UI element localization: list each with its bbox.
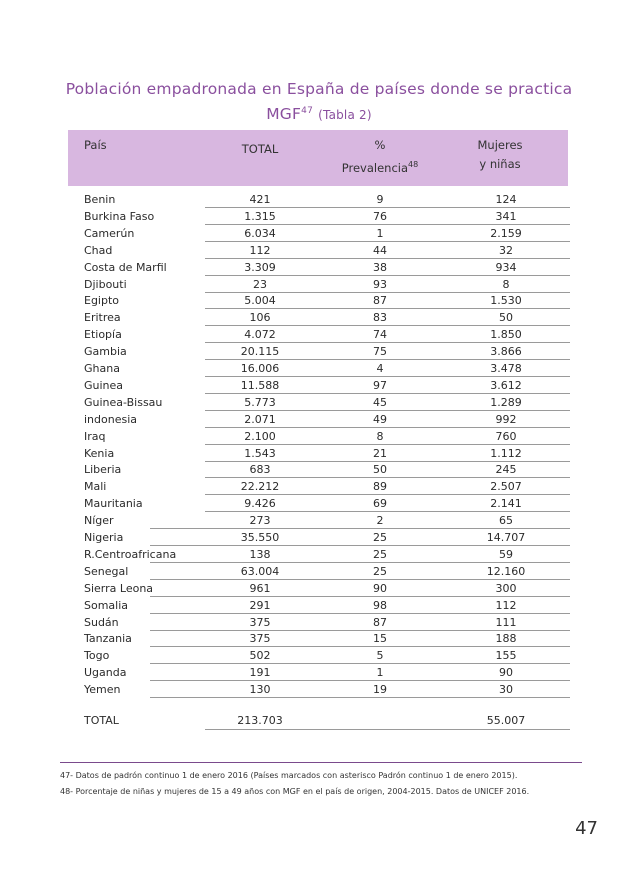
country-cell: Mali xyxy=(84,480,107,493)
country-cell: Iraq xyxy=(84,430,106,443)
total-cell: 138 xyxy=(249,548,271,561)
prevalence-cell: 19 xyxy=(373,683,387,696)
mujeres-cell: 14.707 xyxy=(486,531,526,544)
mujeres-cell: 1.289 xyxy=(490,396,522,409)
mujeres-cell: 90 xyxy=(499,666,513,679)
prevalence-cell: 74 xyxy=(373,328,387,341)
prevalence-cell: 44 xyxy=(373,244,387,257)
table-row xyxy=(0,377,638,394)
mujeres-cell: 300 xyxy=(495,582,517,595)
prevalence-cell: 1 xyxy=(376,227,384,240)
header-mujeres-line-1: Mujeres xyxy=(477,138,523,152)
mujeres-cell: 3.612 xyxy=(490,379,522,392)
header-pais: País xyxy=(84,138,107,152)
prevalence-cell: 8 xyxy=(376,430,384,443)
total-label: TOTAL xyxy=(84,714,119,727)
prevalence-cell: 83 xyxy=(373,311,387,324)
table-row xyxy=(0,326,638,343)
total-cell: 5.004 xyxy=(244,294,276,307)
mujeres-cell: 992 xyxy=(495,413,517,426)
prevalence-cell: 98 xyxy=(373,599,387,612)
prevalence-cell: 87 xyxy=(373,294,387,307)
table-row xyxy=(0,191,638,208)
total-cell: 23 xyxy=(253,278,267,291)
header-pct-label: Prevalencia xyxy=(341,160,409,175)
mujeres-cell: 8 xyxy=(502,278,510,291)
mujeres-cell: 1.112 xyxy=(490,447,522,460)
table-row xyxy=(0,394,638,411)
mujeres-cell: 245 xyxy=(495,463,517,476)
prevalence-cell: 75 xyxy=(373,345,387,358)
total-cell: 63.004 xyxy=(240,565,280,578)
country-cell: Somalia xyxy=(84,599,129,612)
total-cell: 11.588 xyxy=(240,379,280,392)
mujeres-cell: 2.507 xyxy=(490,480,522,493)
prevalence-cell: 93 xyxy=(373,278,387,291)
table-row xyxy=(0,428,638,445)
country-cell: Ghana xyxy=(84,362,120,375)
country-cell: Chad xyxy=(84,244,113,257)
total-cell: 502 xyxy=(249,649,271,662)
country-cell: Senegal xyxy=(84,565,129,578)
total-cell: 16.006 xyxy=(240,362,280,375)
prevalence-cell: 90 xyxy=(373,582,387,595)
country-cell: Kenia xyxy=(84,447,115,460)
table-row xyxy=(0,225,638,242)
total-cell: 3.309 xyxy=(244,261,276,274)
total-cell: 112 xyxy=(249,244,271,257)
total-cell: 1.543 xyxy=(244,447,276,460)
table-row xyxy=(0,411,638,428)
total-cell: 1.315 xyxy=(244,210,276,223)
mujeres-cell: 112 xyxy=(495,599,517,612)
country-cell: Costa de Marfil xyxy=(84,261,167,274)
country-cell: Benin xyxy=(84,193,116,206)
title-line-1: Población empadronada en España de países donde se practica xyxy=(65,80,573,98)
total-cell: 130 xyxy=(249,683,271,696)
mujeres-cell: 1.530 xyxy=(490,294,522,307)
prevalence-cell: 49 xyxy=(373,413,387,426)
table-row xyxy=(0,630,638,647)
country-cell: Djibouti xyxy=(84,278,127,291)
prevalence-cell: 87 xyxy=(373,616,387,629)
mujeres-cell: 32 xyxy=(499,244,513,257)
total-cell: 5.773 xyxy=(244,396,276,409)
table-row xyxy=(0,208,638,225)
prevalence-cell: 97 xyxy=(373,379,387,392)
prevalence-cell: 25 xyxy=(373,565,387,578)
header-pct-symbol: % xyxy=(374,138,386,152)
country-cell: Mauritania xyxy=(84,497,143,510)
footnote-divider xyxy=(60,762,582,763)
mujeres-cell: 2.159 xyxy=(490,227,522,240)
table-row xyxy=(0,495,638,512)
country-cell: Guinea-Bissau xyxy=(84,396,163,409)
total-cell: 2.071 xyxy=(244,413,276,426)
header-pct-footnote-ref: 48 xyxy=(408,160,419,169)
prevalence-cell: 45 xyxy=(373,396,387,409)
mujeres-cell: 59 xyxy=(499,548,513,561)
prevalence-cell: 25 xyxy=(373,548,387,561)
prevalence-cell: 5 xyxy=(376,649,384,662)
table-row xyxy=(0,546,638,563)
footnote-48: 48- Porcentaje de niñas y mujeres de 15 a 49 años con MGF en el país de origen, 2004-2015. Datos de UNICEF 2016. xyxy=(60,787,530,796)
prevalence-cell: 2 xyxy=(376,514,384,527)
table-row xyxy=(0,276,638,293)
country-cell: Nigeria xyxy=(84,531,124,544)
country-cell: Sierra Leona xyxy=(84,582,154,595)
prevalence-cell: 15 xyxy=(373,632,387,645)
country-cell: Burkina Faso xyxy=(84,210,155,223)
total-cell: 6.034 xyxy=(244,227,276,240)
table-row xyxy=(0,580,638,597)
country-cell: Uganda xyxy=(84,666,127,679)
mujeres-cell: 111 xyxy=(495,616,517,629)
total-cell: 375 xyxy=(249,616,271,629)
prevalence-cell: 25 xyxy=(373,531,387,544)
table-row xyxy=(0,681,638,698)
table-row xyxy=(0,529,638,546)
prevalence-cell: 89 xyxy=(373,480,387,493)
country-cell: R.Centroafricana xyxy=(84,548,177,561)
country-cell: Níger xyxy=(84,514,114,527)
total-cell: 683 xyxy=(249,463,271,476)
prevalence-cell: 21 xyxy=(373,447,387,460)
table-row xyxy=(0,597,638,614)
row-rule xyxy=(150,697,570,698)
mujeres-cell: 934 xyxy=(495,261,517,274)
title-tabla: (Tabla 2) xyxy=(318,108,372,123)
title-mgf: MGF xyxy=(266,105,302,124)
table-row xyxy=(0,242,638,259)
prevalence-cell: 9 xyxy=(376,193,384,206)
mujeres-cell: 2.141 xyxy=(490,497,522,510)
country-cell: Togo xyxy=(84,649,110,662)
total-cell: 421 xyxy=(249,193,271,206)
mujeres-cell: 50 xyxy=(499,311,513,324)
total-cell: 106 xyxy=(249,311,271,324)
mujeres-cell: 65 xyxy=(499,514,513,527)
total-cell: 961 xyxy=(249,582,271,595)
country-cell: Eritrea xyxy=(84,311,121,324)
table-row xyxy=(0,309,638,326)
total-cell: 273 xyxy=(249,514,271,527)
header-total: TOTAL xyxy=(241,142,279,156)
total-mujeres: 55.007 xyxy=(486,714,526,727)
header-mujeres-line-2: y niñas xyxy=(479,157,521,171)
total-cell: 291 xyxy=(249,599,271,612)
total-cell: 4.072 xyxy=(244,328,276,341)
mujeres-cell: 30 xyxy=(499,683,513,696)
country-cell: Sudán xyxy=(84,616,119,629)
title-footnote-ref: 47 xyxy=(301,106,313,116)
table-row xyxy=(0,563,638,580)
mujeres-cell: 3.478 xyxy=(490,362,522,375)
country-cell: Tanzania xyxy=(84,632,132,645)
table-row xyxy=(0,343,638,360)
mujeres-cell: 124 xyxy=(495,193,517,206)
mujeres-cell: 3.866 xyxy=(490,345,522,358)
page-number: 47 xyxy=(575,818,598,839)
total-cell: 35.550 xyxy=(240,531,280,544)
country-cell: indonesia xyxy=(84,413,138,426)
mujeres-cell: 155 xyxy=(495,649,517,662)
total-cell: 375 xyxy=(249,632,271,645)
country-cell: Camerún xyxy=(84,227,135,240)
total-cell: 2.100 xyxy=(244,430,276,443)
table-row xyxy=(0,461,638,478)
prevalence-cell: 1 xyxy=(376,666,384,679)
total-row-rule xyxy=(205,729,570,730)
table-row xyxy=(0,664,638,681)
prevalence-cell: 4 xyxy=(376,362,384,375)
country-cell: Gambia xyxy=(84,345,127,358)
country-cell: Yemen xyxy=(84,683,121,696)
prevalence-cell: 50 xyxy=(373,463,387,476)
country-cell: Guinea xyxy=(84,379,124,392)
total-row xyxy=(0,712,638,729)
table-row xyxy=(0,512,638,529)
table-row xyxy=(0,292,638,309)
table-row xyxy=(0,647,638,664)
table-row xyxy=(0,259,638,276)
total-cell: 20.115 xyxy=(240,345,280,358)
total-total: 213.703 xyxy=(237,714,283,727)
table-row xyxy=(0,478,638,495)
total-cell: 191 xyxy=(249,666,271,679)
total-cell: 9.426 xyxy=(244,497,276,510)
country-cell: Egipto xyxy=(84,294,120,307)
prevalence-cell: 38 xyxy=(373,261,387,274)
mujeres-cell: 12.160 xyxy=(486,565,526,578)
table-row xyxy=(0,445,638,462)
mujeres-cell: 188 xyxy=(495,632,517,645)
total-cell: 22.212 xyxy=(240,480,280,493)
prevalence-cell: 76 xyxy=(373,210,387,223)
mujeres-cell: 341 xyxy=(495,210,517,223)
prevalence-cell: 69 xyxy=(373,497,387,510)
table-row xyxy=(0,614,638,631)
table-row xyxy=(0,360,638,377)
footnote-47: 47- Datos de padrón continuo 1 de enero 2016 (Países marcados con asterisco Padrón continuo 1 de enero 2015). xyxy=(60,771,518,780)
country-cell: Etiopía xyxy=(84,328,122,341)
mujeres-cell: 760 xyxy=(495,430,517,443)
mujeres-cell: 1.850 xyxy=(490,328,522,341)
country-cell: Liberia xyxy=(84,463,122,476)
